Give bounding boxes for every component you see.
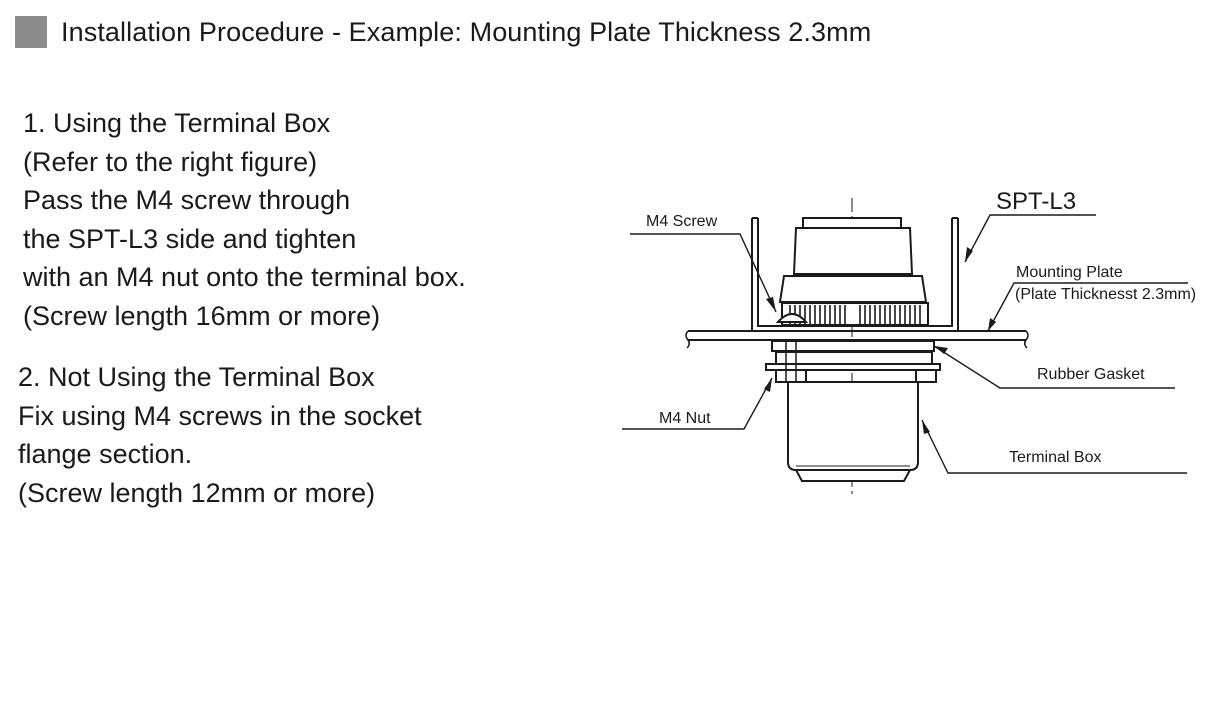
terminal-assembly <box>766 341 940 481</box>
step-1-line: with an M4 nut onto the terminal box. <box>23 262 466 292</box>
step-1-line: (Refer to the right figure) <box>23 146 318 177</box>
step-2-heading: 2. Not Using the Terminal Box <box>18 362 375 392</box>
label-m4-screw: M4 Screw <box>646 213 718 230</box>
terminal-box <box>788 382 918 470</box>
step-1-line: Pass the M4 screw through <box>23 185 351 215</box>
step-2-line: (Screw length 12mm or more) <box>18 477 376 508</box>
label-product: SPT-L3 <box>996 188 1077 215</box>
step-1-line: (Screw length 16mm or more) <box>23 300 381 331</box>
step-1-line: the SPT-L3 side and tighten <box>23 223 357 254</box>
page-title: Installation Procedure - Example: Mounting Plate Thickness 2.3mm <box>61 16 872 47</box>
label-plate-thickness: (Plate Thicknesst 2.3mm) <box>1015 286 1197 303</box>
label-mounting-plate: Mounting Plate <box>1016 264 1123 281</box>
label-m4-nut: M4 Nut <box>659 410 711 427</box>
spt-l3-body <box>778 218 928 325</box>
label-rubber-gasket: Rubber Gasket <box>1037 366 1145 383</box>
step-1-heading: 1. Using the Terminal Box <box>23 108 331 138</box>
m4-nut-right <box>916 370 936 382</box>
label-terminal-box: Terminal Box <box>1009 449 1102 466</box>
m4-nut-left <box>776 370 806 382</box>
step-2-line: Fix using M4 screws in the socket <box>18 400 422 431</box>
step-2-line: flange section. <box>18 439 193 469</box>
